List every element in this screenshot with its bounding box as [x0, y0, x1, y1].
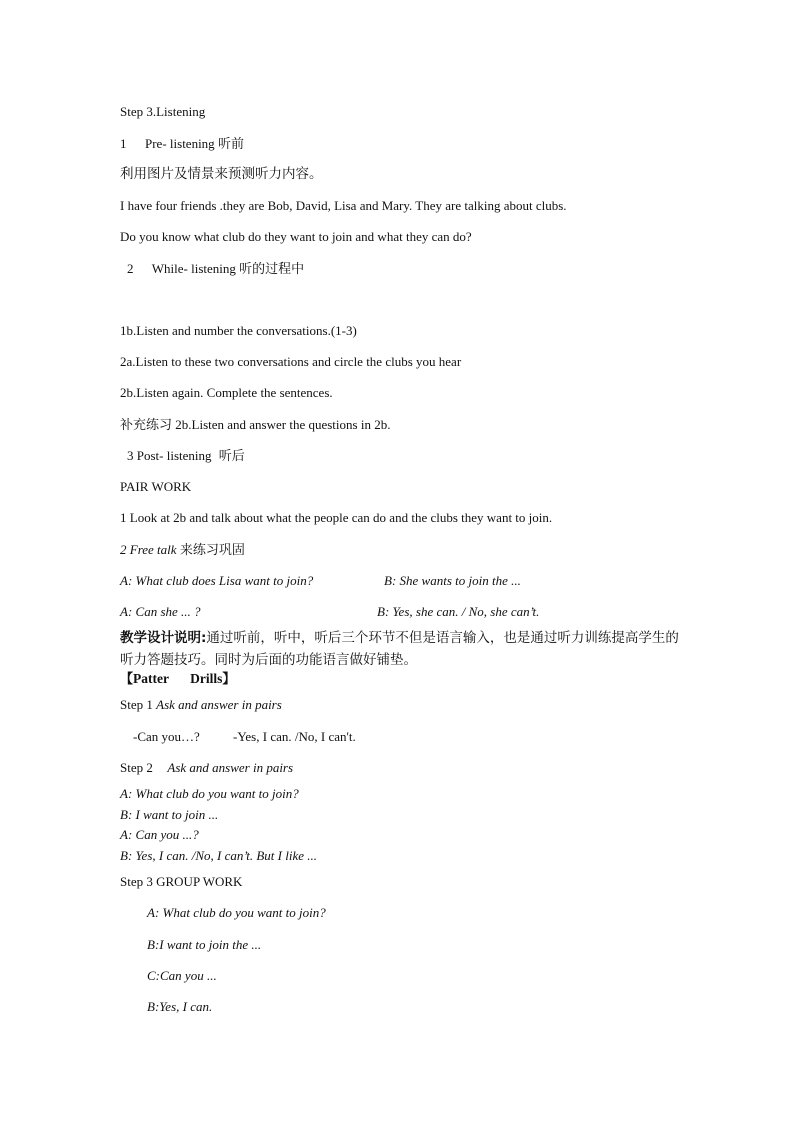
- drill-step-2-line-3: A: Can you ...?: [120, 827, 199, 842]
- drill-step-1-answer: -Yes, I can. /No, I can't.: [233, 729, 356, 744]
- drill-step-1-text: Ask and answer in pairs: [156, 697, 282, 712]
- post-listening-label: Post- listening: [136, 448, 212, 463]
- pre-listening-number: 1: [120, 136, 127, 151]
- dialogue-b2: B: Yes, she can. / No, she can’t.: [377, 604, 540, 619]
- drill-step-2-line-1: A: What club do you want to join?: [120, 786, 299, 801]
- drills-bracket-open: 【: [120, 672, 134, 687]
- pre-listening-label: Pre- listening: [145, 136, 215, 151]
- post-listening-heading: [127, 448, 245, 465]
- drill-step-3-title: Step 3 GROUP WORK: [120, 874, 243, 889]
- while-listening-label: While- listening: [151, 261, 236, 276]
- free-talk: [120, 542, 245, 559]
- while-listening-number: 2: [127, 261, 134, 276]
- group-work-line-4: B:Yes, I can.: [147, 999, 213, 1014]
- post-listening-number: 3: [127, 448, 134, 463]
- drill-step-2-text: Ask and answer in pairs: [167, 760, 294, 775]
- design-note: [120, 627, 680, 671]
- drill-step-2-line-4: B: Yes, I can. /No, I can’t. But I like ...: [120, 848, 318, 863]
- dialogue-a1: A: What club does Lisa want to join?: [120, 573, 314, 588]
- pair-work-item-1: 1 Look at 2b and talk about what the people can do and the clubs they want to join.: [120, 510, 553, 525]
- intro-line-2: Do you know what club do they want to join and what they can do?: [120, 229, 472, 244]
- free-talk-cn: 来练习巩固: [179, 543, 245, 558]
- pre-listening-cn: 听前: [217, 137, 244, 152]
- dialogue-b1: B: She wants to join the ...: [384, 573, 521, 588]
- design-note-label: 教学设计说明:: [120, 630, 207, 646]
- task-2b: 2b.Listen again. Complete the sentences.: [120, 385, 333, 400]
- task-2a: 2a.Listen to these two conversations and circle the clubs you hear: [120, 354, 462, 369]
- task-1b: 1b.Listen and number the conversations.(1-3): [120, 323, 357, 338]
- drill-step-1-question: -Can you…?: [133, 729, 200, 744]
- pattern-drills-heading: [120, 671, 235, 688]
- drills-title: Patter Drills: [133, 671, 223, 686]
- while-listening-heading: [127, 261, 304, 278]
- post-listening-cn: 听后: [218, 449, 245, 464]
- drill-step-2-line-2: B: I want to join ...: [120, 807, 219, 822]
- extra-practice-cn: 补充练习: [120, 418, 173, 433]
- group-work-line-1: A: What club do you want to join?: [147, 905, 326, 920]
- drill-step-1: [120, 697, 282, 713]
- while-listening-cn: 听的过程中: [239, 262, 305, 277]
- pre-listening-heading: [120, 136, 244, 153]
- pair-work-title: PAIR WORK: [120, 479, 192, 494]
- free-talk-en: 2 Free talk: [120, 542, 177, 557]
- extra-practice-en: 2b.Listen and answer the questions in 2b.: [175, 417, 391, 432]
- group-work-line-2: B:I want to join the ...: [147, 937, 262, 952]
- intro-line-1: I have four friends .they are Bob, David, Lisa and Mary. They are talking about clubs.: [120, 198, 567, 213]
- drill-step-2: [120, 760, 293, 776]
- group-work-line-3: C:Can you ...: [147, 968, 217, 983]
- extra-practice: [120, 417, 390, 434]
- step3-title: Step 3.Listening: [120, 104, 206, 119]
- drill-step-1-label: Step 1: [120, 697, 153, 712]
- design-note-text: 通过听前，听中，听后三个环节不但是语言输入，也是通过听力训练提高学生的听力答题技巧。同时为后面的功能语言做好铺垫。: [120, 630, 679, 668]
- dialogue-a2: A: Can she ... ?: [120, 604, 201, 619]
- drills-bracket-close: 】: [222, 672, 236, 687]
- drill-step-2-label: Step 2: [120, 760, 153, 775]
- pre-instruction: 利用图片及情景来预测听力内容。: [120, 166, 323, 182]
